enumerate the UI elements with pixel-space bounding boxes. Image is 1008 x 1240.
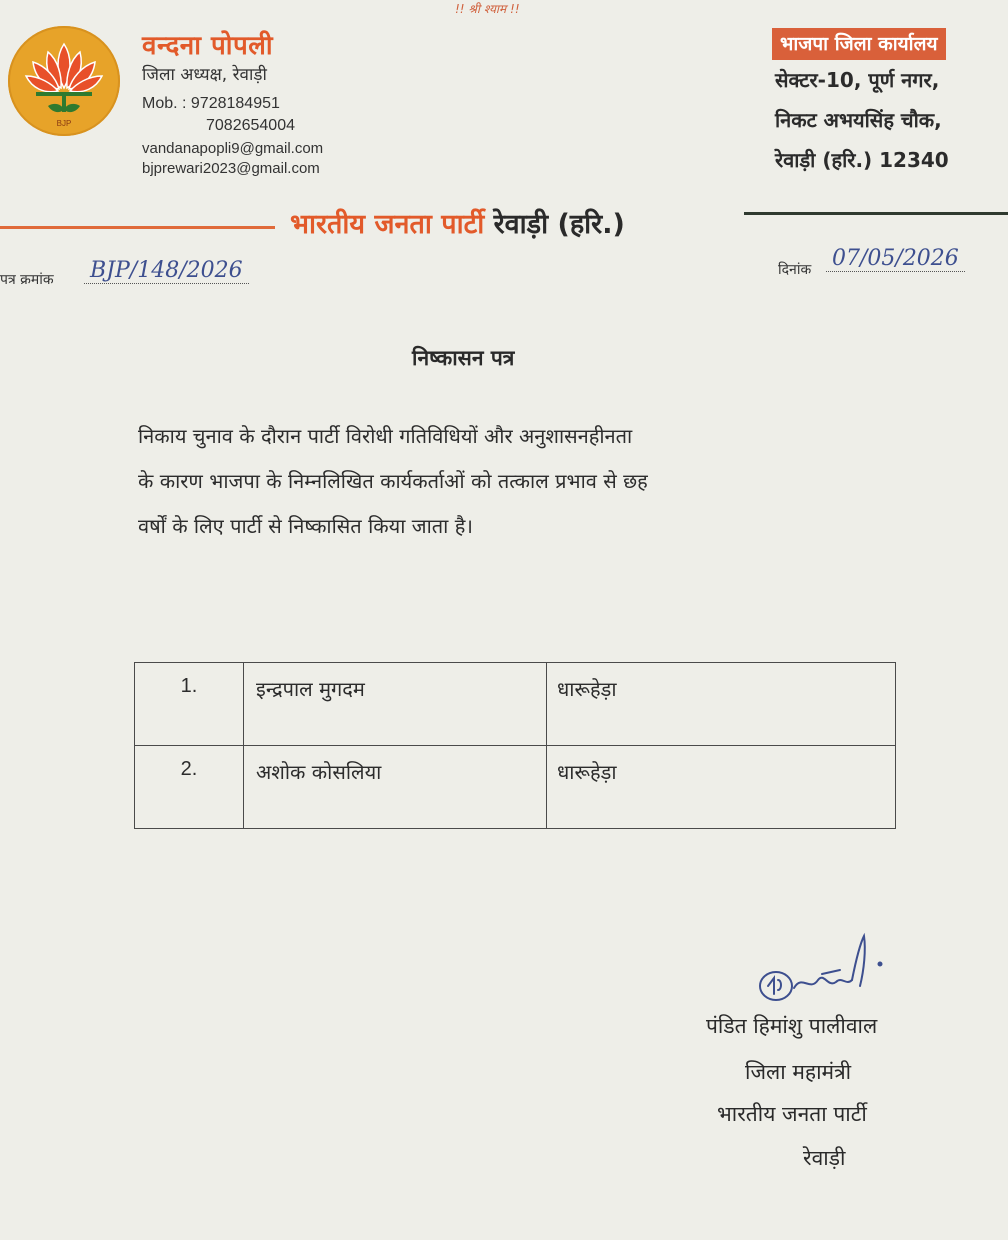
expelled-members-table bbox=[134, 662, 896, 829]
party-banner bbox=[290, 204, 625, 241]
mobile-number-1: Mob. : 9728184951 bbox=[142, 95, 280, 112]
banner-divider-right bbox=[744, 212, 1008, 215]
president-name: वन्दना पोपली bbox=[142, 31, 274, 61]
letter-body bbox=[138, 414, 854, 549]
email-1: vandanapopli9@gmail.com bbox=[142, 140, 324, 157]
row-number: 2. bbox=[135, 746, 244, 829]
email-2: bjprewari2023@gmail.com bbox=[142, 160, 320, 177]
signatory-place: रेवाड़ी bbox=[803, 1146, 846, 1170]
date-label: दिनांक bbox=[778, 262, 812, 278]
reference-number: BJP/148/2026 bbox=[84, 258, 249, 284]
reference-label: पत्र क्रमांक bbox=[0, 272, 54, 288]
letter-subject: निष्कासन पत्र bbox=[412, 346, 515, 370]
blessing-text: !! श्री श्याम !! bbox=[455, 2, 520, 16]
banner-city: रेवाड़ी (हरि.) bbox=[493, 209, 625, 240]
address-line-2: निकट अभयसिंह चौक, bbox=[775, 108, 942, 132]
member-place: धारूहेड़ा bbox=[547, 746, 896, 829]
mobile-number-2: 7082654004 bbox=[206, 117, 295, 134]
signatory-name: पंडित हिमांशु पालीवाल bbox=[706, 1014, 878, 1038]
address-line-1: सेक्टर-10, पूर्ण नगर, bbox=[775, 68, 940, 92]
address-line-3: रेवाड़ी (हरि.) 12340 bbox=[775, 148, 949, 172]
table-row bbox=[135, 663, 896, 746]
member-name: इन्द्रपाल मुगदम bbox=[244, 663, 547, 746]
body-line-2: के कारण भाजपा के निम्नलिखित कार्यकर्ताओं को तत्काल प्रभाव से छह bbox=[138, 469, 648, 493]
date-value: 07/05/2026 bbox=[826, 246, 965, 272]
office-label: भाजपा जिला कार्यालय bbox=[772, 28, 946, 60]
signatory-designation: जिला महामंत्री bbox=[745, 1060, 852, 1084]
president-role: जिला अध्यक्ष, रेवाड़ी bbox=[142, 65, 267, 85]
row-number: 1. bbox=[135, 663, 244, 746]
body-line-3: वर्षों के लिए पार्टी से निष्कासित किया जाता है। bbox=[138, 514, 473, 538]
table-row bbox=[135, 746, 896, 829]
member-name: अशोक कोसलिया bbox=[244, 746, 547, 829]
signature-icon bbox=[752, 930, 902, 1010]
member-place: धारूहेड़ा bbox=[547, 663, 896, 746]
bjp-lotus-logo bbox=[8, 26, 120, 136]
logo-caption: BJP bbox=[56, 119, 72, 128]
body-line-1: निकाय चुनाव के दौरान पार्टी विरोधी गतिविधियों और अनुशासनहीनता bbox=[138, 424, 633, 448]
banner-party-name: भारतीय जनता पार्टी bbox=[290, 209, 485, 240]
handwritten-signature bbox=[752, 930, 902, 1010]
banner-divider-left bbox=[0, 226, 275, 229]
lotus-icon bbox=[8, 26, 120, 136]
signatory-party: भारतीय जनता पार्टी bbox=[717, 1102, 867, 1126]
